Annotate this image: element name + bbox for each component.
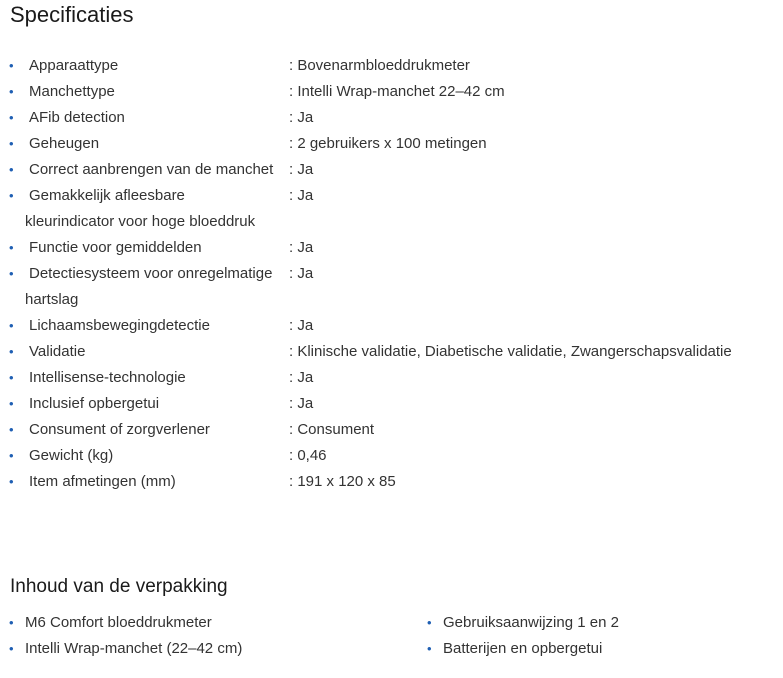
list-item xyxy=(418,636,619,662)
bullet-icon: • xyxy=(9,615,14,630)
spec-row-device-type xyxy=(0,53,783,79)
package-item-label: Batterijen en opbergetui xyxy=(443,640,603,657)
package-contents-column-2 xyxy=(418,610,619,662)
spec-label: Validatie xyxy=(29,343,86,360)
spec-label: Correct aanbrengen van de manchet xyxy=(29,161,274,178)
spec-label: Functie voor gemiddelden xyxy=(29,239,202,256)
spec-value: : 2 gebruikers x 100 metingen xyxy=(289,135,487,152)
bullet-icon: • xyxy=(9,641,14,656)
spec-label: Manchettype xyxy=(29,83,115,100)
spec-row-intellisense xyxy=(0,365,783,391)
spec-label: Apparaattype xyxy=(29,57,119,74)
bullet-icon: • xyxy=(9,448,14,463)
bullet-icon: • xyxy=(9,318,14,333)
bullet-icon: • xyxy=(9,84,14,99)
spec-row-afib xyxy=(0,105,783,131)
bullet-icon: • xyxy=(9,396,14,411)
spec-value: : Ja xyxy=(289,161,314,178)
spec-label: Consument of zorgverlener xyxy=(29,421,210,438)
spec-row-consumer xyxy=(0,417,783,443)
spec-row-dimensions xyxy=(0,469,783,495)
specifications-title: Specificaties xyxy=(10,2,134,27)
spec-row-color-indicator xyxy=(0,183,783,235)
spec-value: : Ja xyxy=(289,187,314,204)
spec-row-weight xyxy=(0,443,783,469)
bullet-icon: • xyxy=(9,240,14,255)
spec-row-cuff-type xyxy=(0,79,783,105)
bullet-icon: • xyxy=(9,474,14,489)
spec-value: : Ja xyxy=(289,239,314,256)
spec-value: : Bovenarmbloeddrukmeter xyxy=(289,57,470,74)
package-item-label: Gebruiksaanwijzing 1 en 2 xyxy=(443,614,619,631)
bullet-icon: • xyxy=(427,615,432,630)
bullet-icon: • xyxy=(9,136,14,151)
bullet-icon: • xyxy=(9,110,14,125)
spec-row-validation xyxy=(0,339,783,365)
bullet-icon: • xyxy=(427,641,432,656)
bullet-icon: • xyxy=(9,188,14,203)
spec-label: Gemakkelijk afleesbare kleurindicator voor hoge bloeddruk xyxy=(25,187,256,230)
spec-label: Lichaamsbewegingdetectie xyxy=(29,317,210,334)
spec-value: : Klinische validatie, Diabetische validatie, Zwangerschapsvalidatie xyxy=(289,343,732,360)
package-item-label: M6 Comfort bloeddrukmeter xyxy=(25,614,212,631)
bullet-icon: • xyxy=(9,162,14,177)
bullet-icon: • xyxy=(9,266,14,281)
spec-label: Gewicht (kg) xyxy=(29,447,114,464)
spec-label: Geheugen xyxy=(29,135,100,152)
spec-label: Intellisense-technologie xyxy=(29,369,186,386)
spec-value: : Ja xyxy=(289,395,314,412)
spec-label: Detectiesysteem voor onregelmatige hartslag xyxy=(25,265,273,308)
spec-value: : 191 x 120 x 85 xyxy=(289,473,396,490)
bullet-icon: • xyxy=(9,370,14,385)
spec-row-cuff-fit xyxy=(0,157,783,183)
bullet-icon: • xyxy=(9,422,14,437)
spec-value: : Ja xyxy=(289,369,314,386)
specifications-list xyxy=(0,53,783,495)
bullet-icon: • xyxy=(9,344,14,359)
spec-row-memory xyxy=(0,131,783,157)
spec-row-irregular-heartbeat xyxy=(0,261,783,313)
spec-row-storage-case xyxy=(0,391,783,417)
spec-row-body-movement xyxy=(0,313,783,339)
package-contents-column-1 xyxy=(0,610,242,662)
spec-row-averaging xyxy=(0,235,783,261)
spec-value: : Ja xyxy=(289,109,314,126)
spec-label: Inclusief opbergetui xyxy=(29,395,160,412)
spec-value: : Consument xyxy=(289,421,375,438)
bullet-icon: • xyxy=(9,58,14,73)
spec-label: AFib detection xyxy=(29,109,125,126)
spec-value: : 0,46 xyxy=(289,447,327,464)
spec-value: : Ja xyxy=(289,317,314,334)
list-item xyxy=(0,636,242,662)
package-item-label: Intelli Wrap-manchet (22–42 cm) xyxy=(25,640,243,657)
spec-label: Item afmetingen (mm) xyxy=(29,473,176,490)
spec-value: : Intelli Wrap-manchet 22–42 cm xyxy=(289,83,505,100)
list-item xyxy=(0,610,242,636)
package-contents-title: Inhoud van de verpakking xyxy=(10,576,228,597)
spec-value: : Ja xyxy=(289,265,314,282)
list-item xyxy=(418,610,619,636)
